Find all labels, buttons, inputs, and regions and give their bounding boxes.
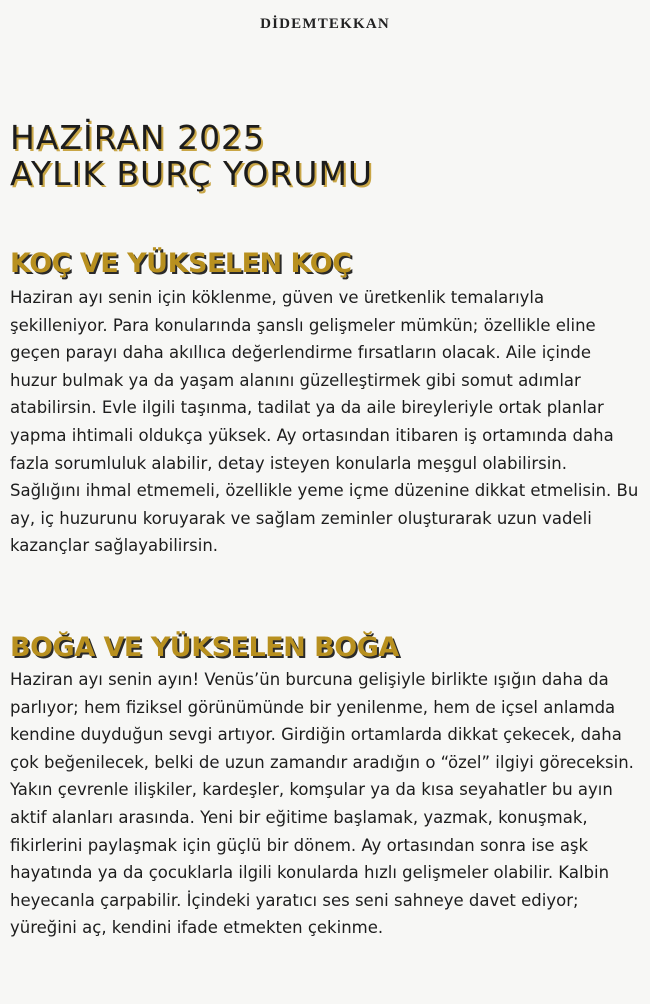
page-title-line-1: HAZİRAN 2025 — [10, 118, 266, 157]
section-heading-boga: BOĞA VE YÜKSELEN BOĞA — [10, 632, 399, 664]
page-title — [10, 120, 373, 192]
section-heading-koc: KOÇ VE YÜKSELEN KOÇ — [10, 248, 352, 280]
page-title-line-2: AYLIK BURÇ YORUMU — [10, 154, 374, 193]
section-body-boga: Haziran ayı senin ayın! Venüs’ün burcuna gelişiyle birlikte ışığın daha da parlıyor; hem fiziksel görünümünde bir yenilenme, hem de içsel anlamda kendine duyduğun sevgi artıyor. Girdiğin ortamlarda dikkat çekecek, daha çok beğenilecek, belki de uzun zamandır aradığın o “özel” ilgiyi göreceksin. Yakın çevrenle ilişkiler, kardeşler, komşular ya da kısa seyahatler bu ayın aktif alanları arasında. Yeni bir eğitime başlamak, yazmak, konuşmak, fikirlerini paylaşmak için güçlü bir dönem. Ay ortasından sonra ise aşk hayatında ya da çocuklarla ilgili konularda hızlı gelişmeler olabilir. Kalbin heyecanla çarpabilir. İçindeki yaratıcı ses seni sahneye davet ediyor; yüreğini aç, kendini ifade etmekten çekinme. — [10, 670, 634, 938]
site-brand: DİDEMTEKKAN — [260, 16, 390, 32]
section-body-koc: Haziran ayı senin için köklenme, güven ve üretkenlik temalarıyla şekilleniyor. Para konularında şanslı gelişmeler mümkün; özellikle eline geçen parayı daha akıllıca değerlendirme fırsatların olacak. Aile içinde huzur bulmak ya da yaşam alanını güzelleştirmek gibi somut adımlar atabilirsin. Evle ilgili taşınma, tadilat ya da aile bireyleriyle ortak planlar yapma ihtimali oldukça yüksek. Ay ortasından itibaren iş ortamında daha fazla sorumluluk alabilir, detay isteyen konularla meşgul olabilirsin. Sağlığını ihmal etmemeli, özellikle yeme içme düzenine dikkat etmelisin. Bu ay, iç huzurunu koruyarak ve sağlam zeminler oluşturarak uzun vadeli kazançlar sağlayabilirsin. — [10, 288, 639, 556]
